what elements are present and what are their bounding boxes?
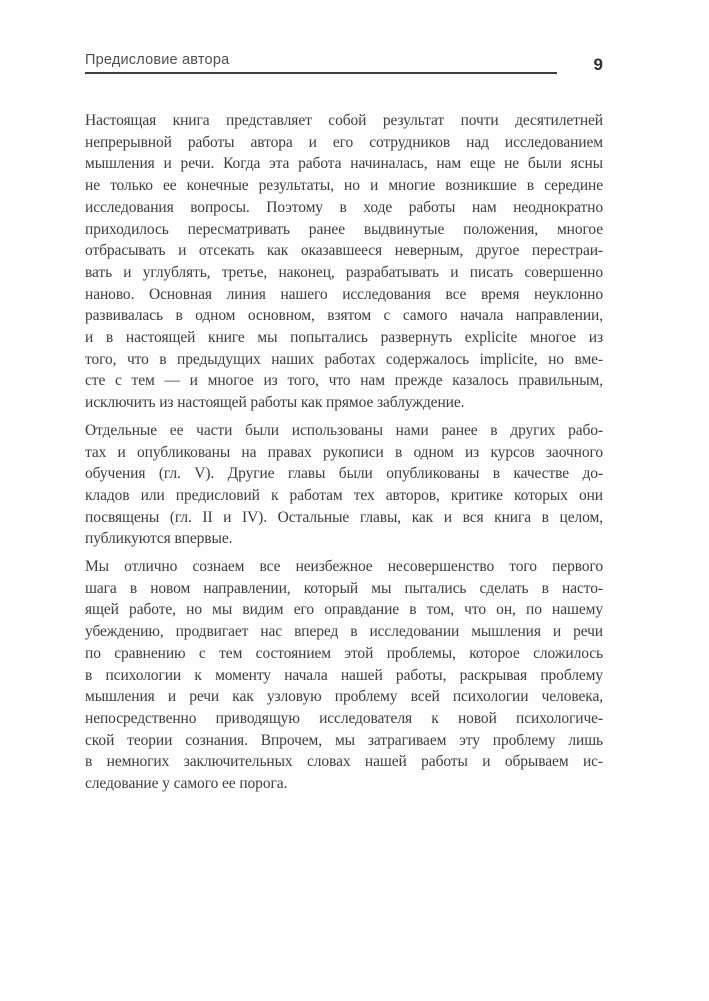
page-number: 9 bbox=[593, 55, 603, 74]
text-line: следование у самого ее порога. bbox=[85, 775, 288, 793]
text-line: по сравнению с тем состоянием этой проблемы, которое сложилось bbox=[85, 644, 603, 662]
text-line: убеждению, продвигает нас вперед в исследовании мышления и речи bbox=[85, 623, 603, 641]
page-header bbox=[85, 52, 603, 74]
text-line: непосредственно приводящую исследователя к новой психологиче- bbox=[85, 709, 603, 727]
text-line: Мы отлично сознаем все неизбежное несовершенство того первого bbox=[85, 558, 603, 576]
text-line: развивалась в одном основном, взятом с самого начала направлении, bbox=[85, 307, 603, 325]
text-line: шага в новом направлении, который мы пытались сделать в насто- bbox=[85, 579, 603, 597]
text-line: кладов или предисловий к работам тех авторов, критике которых они bbox=[85, 486, 603, 504]
running-head bbox=[85, 52, 557, 74]
text-line: Отдельные ее части были использованы нами ранее в других рабо- bbox=[85, 421, 603, 439]
text-line: тах и опубликованы на правах рукописи в одном из курсов заочного bbox=[85, 443, 603, 461]
text-line: посвящены (гл. II и IV). Остальные главы, как и вся книга в целом, bbox=[85, 508, 603, 526]
paragraph bbox=[85, 556, 603, 795]
paragraph bbox=[85, 420, 603, 550]
text-line: ской теории сознания. Впрочем, мы затрагиваем эту проблему лишь bbox=[85, 731, 603, 749]
text-line: того, что в предыдущих наших работах содержалось implicite, но вме- bbox=[85, 350, 603, 368]
text-line: в психологии к моменту начала нашей работы, раскрывая проблему bbox=[85, 666, 603, 684]
text-line: Настоящая книга представляет собой результат почти десятилетней bbox=[85, 112, 603, 129]
text-line: ящей работе, но мы видим его оправдание в том, что он, по нашему bbox=[85, 601, 603, 619]
text-line: наново. Основная линия нашего исследования все время неуклонно bbox=[85, 285, 603, 303]
text-line: и в настоящей книге мы попытались развернуть explicite многое из bbox=[85, 329, 603, 347]
text-line: отбрасывать и отсекать как оказавшееся неверным, другое перестраи- bbox=[85, 242, 603, 260]
running-title: Предисловие автора bbox=[85, 52, 230, 68]
text-line: в немногих заключительных словах нашей работы и обрываем ис- bbox=[85, 753, 603, 771]
text-line: непрерывной работы автора и его сотрудников над исследованием bbox=[85, 133, 603, 151]
page-content bbox=[85, 0, 603, 801]
text-line: не только ее конечные результаты, но и многие возникшие в середине bbox=[85, 177, 603, 195]
text-line: исключить из настоящей работы как прямое заблуждение. bbox=[85, 394, 465, 412]
text-line: мышления и речи как узловую проблему всей психологии человека, bbox=[85, 688, 603, 706]
text-line: публикуются впервые. bbox=[85, 530, 233, 548]
paragraph bbox=[85, 110, 603, 414]
page-body bbox=[85, 110, 603, 795]
header-rule bbox=[85, 72, 557, 74]
text-line: приходилось пересматривать ранее выдвинутые положения, многое bbox=[85, 220, 603, 238]
text-line: обучения (гл. V). Другие главы были опубликованы в качестве до- bbox=[85, 465, 603, 483]
text-line: сте с тем — и многое из того, что нам прежде казалось правильным, bbox=[85, 372, 603, 390]
text-line: исследования вопросы. Поэтому в ходе работы нам неоднократно bbox=[85, 198, 603, 216]
text-line: мышления и речи. Когда эта работа начиналась, нам еще не были ясны bbox=[85, 155, 603, 173]
text-line: вать и углублять, третье, наконец, разрабатывать и писать совершенно bbox=[85, 263, 603, 281]
